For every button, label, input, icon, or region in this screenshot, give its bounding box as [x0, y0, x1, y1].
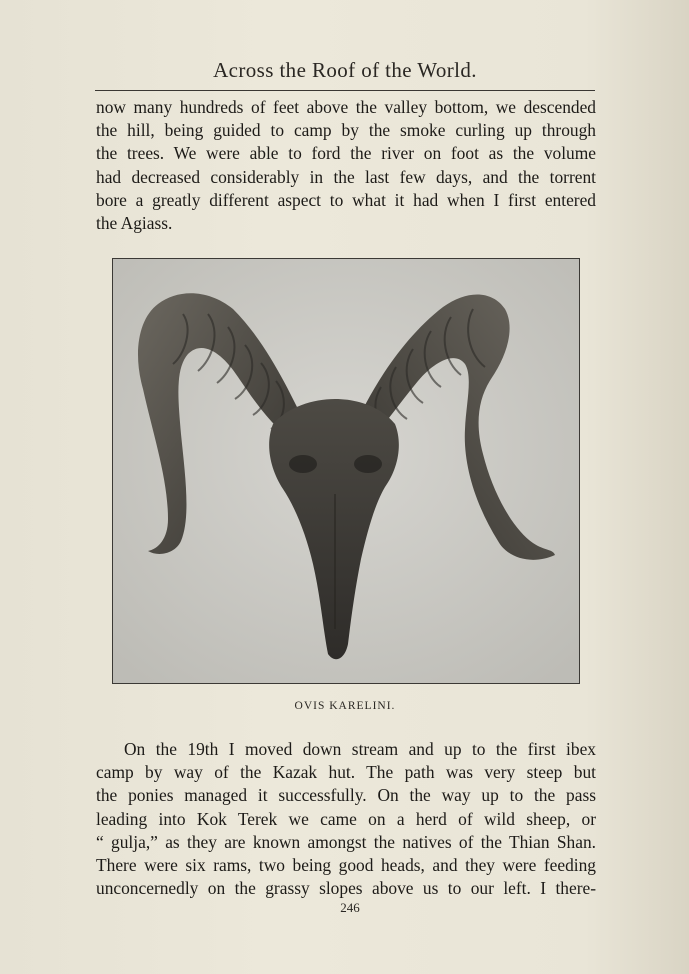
running-head: Across the Roof of the World. [213, 58, 477, 82]
text-line: the trees. We were able to ford the river on foot as the volume [96, 143, 596, 164]
text-line: now many hundreds of feet above the valley bottom, we descended [96, 97, 596, 117]
paragraph-bottom [96, 738, 596, 900]
text-line: the ponies managed it successfully. On the way up to the pass [96, 785, 596, 806]
ram-skull-photo [113, 259, 579, 683]
header-rule [95, 90, 595, 91]
text-line: camp by way of the Kazak hut. The path was very steep but [96, 762, 596, 783]
text-line: “ gulja,” as they are known amongst the natives of the Thian Shan. [96, 831, 596, 852]
text-line: the hill, being guided to camp by the smoke curling up through [96, 120, 596, 141]
text-line: the Agiass. [96, 213, 173, 234]
text-line: On the 19th I moved down stream and up to the first ibex [124, 739, 596, 759]
figure-caption: OVIS KARELINI. [294, 700, 396, 712]
text-line: There were six rams, two being good heads, and they were feeding [96, 855, 596, 876]
paragraph-top [96, 96, 596, 235]
text-line: leading into Kok Terek we came on a herd of wild sheep, or [96, 808, 596, 829]
text-line: bore a greatly different aspect to what it had when I first entered [96, 189, 596, 210]
page-number: 246 [340, 900, 360, 915]
text-line: unconcernedly on the grassy slopes above us to our left. I there- [96, 878, 596, 899]
photo-plate [112, 258, 580, 684]
text-line: had decreased considerably in the last few days, and the torrent [96, 166, 596, 187]
